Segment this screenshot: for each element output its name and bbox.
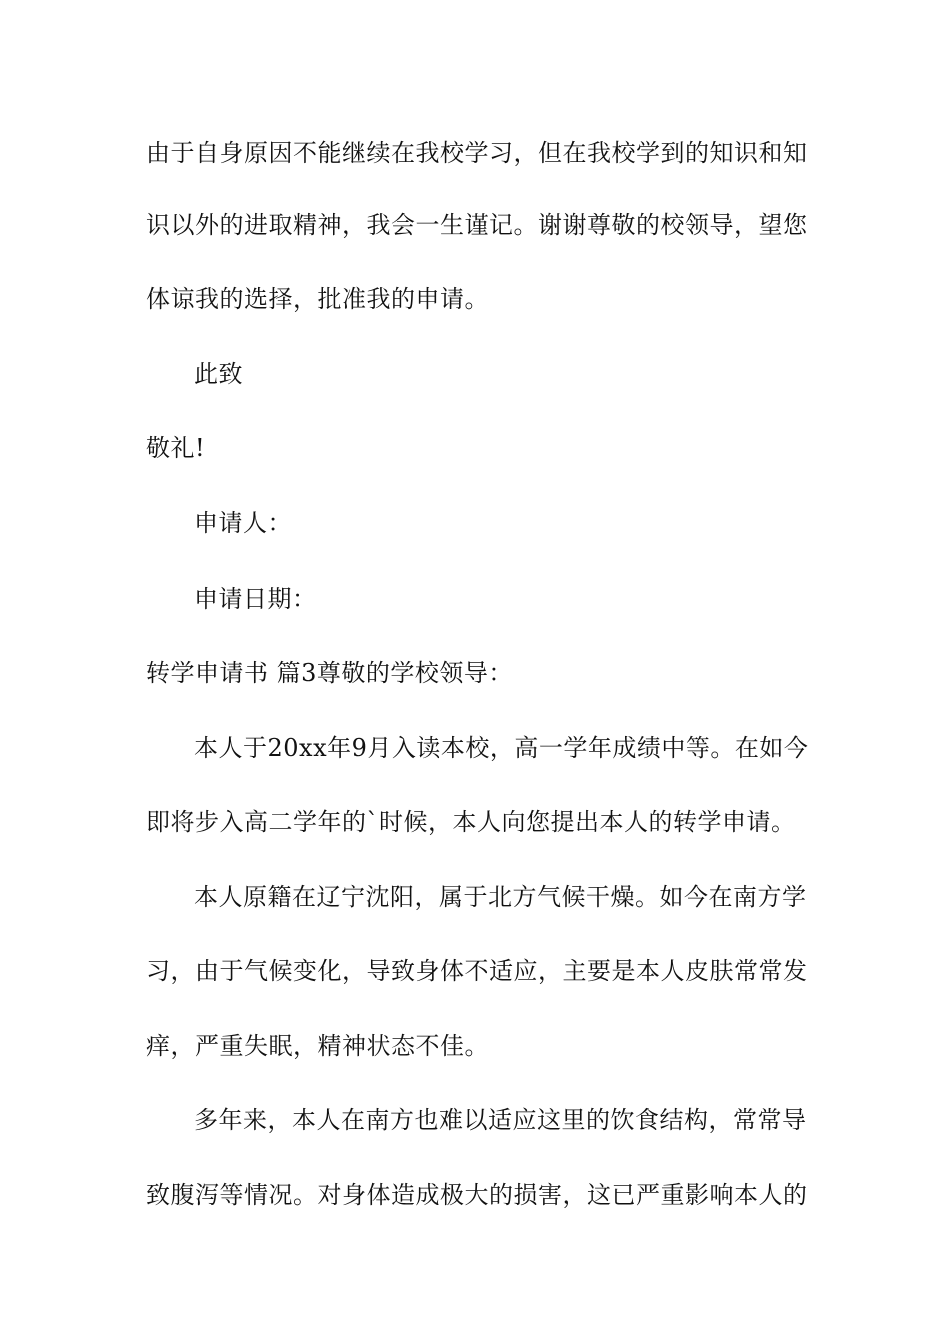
paragraph-line: 多年来，本人在南方也难以适应这里的饮食结构，常常导 (194, 1106, 807, 1134)
application-date-label: 申请日期： (194, 585, 317, 613)
paragraph-line: 致腹泻等情况。对身体造成极大的损害，这已严重影响本人的 (146, 1181, 808, 1209)
closing-regards: 敬礼! (146, 434, 206, 462)
paragraph-line: 识以外的进取精神，我会一生谨记。谢谢尊敬的校领导，望您 (146, 211, 808, 239)
paragraph-line: 即将步入高二学年的`时候，本人向您提出本人的转学申请。 (146, 808, 796, 836)
closing-salutation: 此致 (194, 360, 243, 388)
section-heading: 转学申请书 篇3尊敬的学校领导： (146, 659, 513, 687)
paragraph-line: 痒，严重失眠，精神状态不佳。 (146, 1032, 489, 1060)
paragraph-line: 习，由于气候变化，导致身体不适应，主要是本人皮肤常常发 (146, 957, 808, 985)
paragraph-line: 本人于20xx年9月入读本校，高一学年成绩中等。在如今 (194, 734, 809, 762)
paragraph-line: 由于自身原因不能继续在我校学习，但在我校学到的知识和知 (146, 139, 808, 167)
applicant-label: 申请人： (194, 509, 292, 537)
paragraph-line: 本人原籍在辽宁沈阳，属于北方气候干燥。如今在南方学 (194, 883, 807, 911)
paragraph-line: 体谅我的选择，批准我的申请。 (146, 285, 489, 313)
